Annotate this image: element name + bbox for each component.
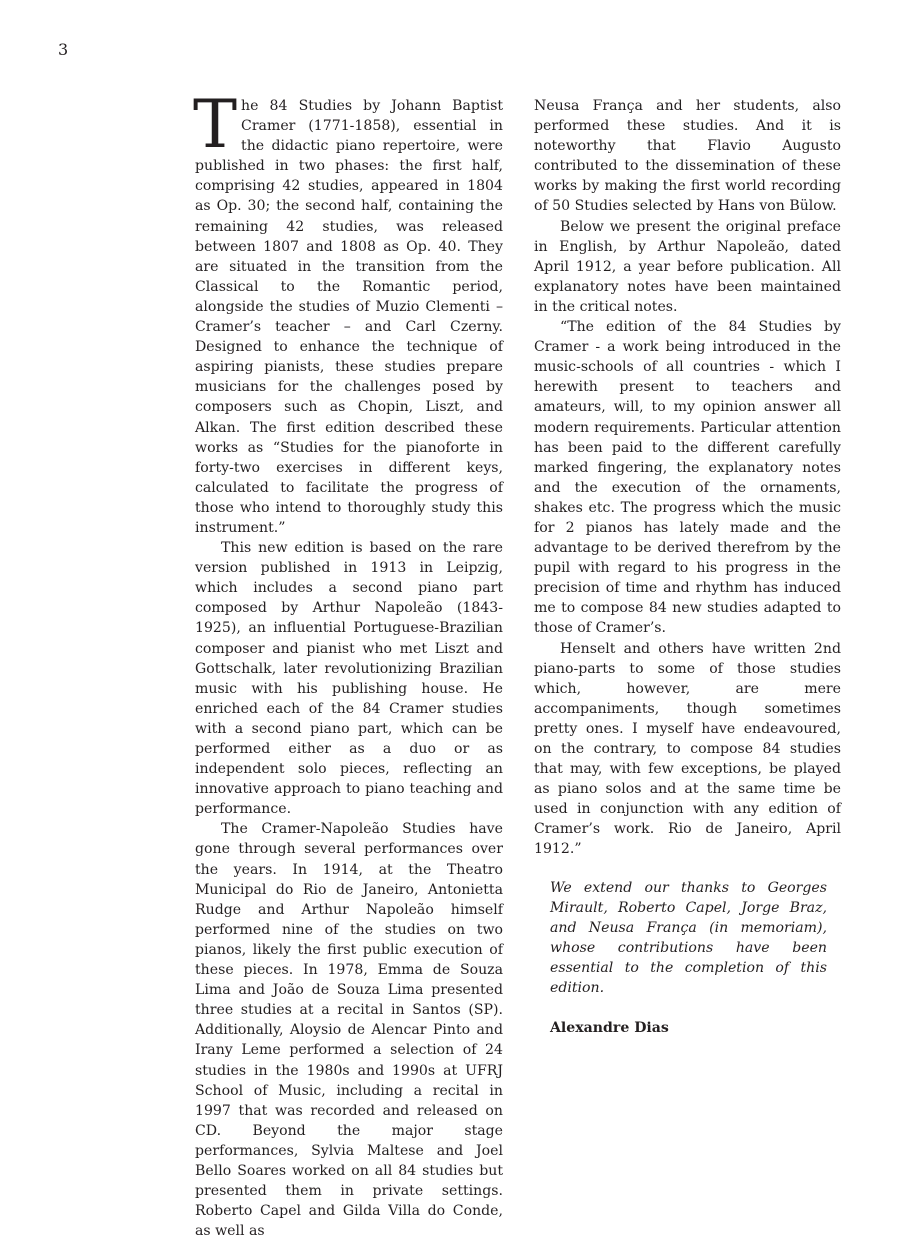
preface-quote-paragraph-2: Henselt and others have written 2nd piano-parts to some of those studies which, however, are mere accompaniments, though sometimes pretty ones. I myself have endeavoured, on the contrary, to compose 84 studies that may, with few exceptions, be played as piano solos and at the same time be used in conjunction with any edition of Cramer’s work. Rio de Janeiro, April 1912.” xyxy=(534,640,841,858)
drop-cap: T xyxy=(193,86,238,163)
performances-paragraph: The Cramer-Napoleão Studies have gone through several performances over the years. In 1914, at the Theatro Municipal do Rio de Janeiro, Antonietta Rudge and Arthur Napoleão himself performed nine of the studies on two pianos, likely the first public execution of these pieces. In 1978, Emma de Souza Lima and João de Souza Lima presented three studies at a recital in Santos (SP). Additionally, Aloysio de Alencar Pinto and Irany Leme performed a selection of 24 studies in the 1980s and 1990s at UFRJ School of Music, including a recital in 1997 that was recorded and released on CD. Beyond the major stage performances, Sylvia Maltese and Joel Bello Soares worked on all 84 studies but presented them in private settings. Roberto Capel and Gilda Villa do Conde, as well as xyxy=(195,821,503,1240)
left-column xyxy=(193,86,503,1241)
intro-paragraph-text: he 84 Studies by Johann Baptist Cramer (1771-1858), essential in the didactic piano repertoire, were published in two phases: the first half, comprising 42 studies, appeared in 1804 as Op. 30; the second half, containing the remaining 42 studies, was released between 1807 and 1808 as Op. 40. They are situated in the transition from the Classical to the Romantic period, alongside the studies of Muzio Clementi – Cramer’s teacher – and Carl Czerny. Designed to enhance the technique of aspiring pianists, these studies prepare musicians for the challenges posed by composers such as Chopin, Liszt, and Alkan. The first edition described these works as “Studies for the pianoforte in forty-two exercises in different keys, calculated to facilitate the progress of those who intend to thoroughly study this instrument.” xyxy=(195,98,503,536)
author-signature: Alexandre Dias xyxy=(550,1020,669,1037)
preface-quote-paragraph: “The edition of the 84 Studies by Cramer - a work being introduced in the music-schools of all countries - which I herewith present to teachers and amateurs, will, to my opinion answer all modern requirements. Particular attention has been paid to the different carefully marked fingering, the explanatory notes and the execution of the ornaments, shakes etc. The progress which the music for 2 pianos has lately made and the advantage to be derived therefrom by the pupil with regard to his progress in the precision of time and rhythm has induced me to compose 84 new studies adapted to those of Cramer’s. xyxy=(534,319,841,637)
acknowledgements: We extend our thanks to Georges Mirault, Roberto Capel, Jorge Braz, and Neusa França (in memoriam), whose contributions have been essential to the completion of this edition. xyxy=(550,879,827,997)
page-number: 3 xyxy=(58,40,69,59)
right-column xyxy=(534,96,841,1038)
preface-intro-paragraph: Below we present the original preface in English, by Arthur Napoleão, dated April 1912, a year before publication. All explanatory notes have been maintained in the critical notes. xyxy=(534,218,841,315)
continuation-paragraph: Neusa França and her students, also performed these studies. And it is noteworthy that Flavio Augusto contributed to the dissemination of these works by making the first world recording of 50 Studies selected by Hans von Bülow. xyxy=(534,98,841,215)
new-edition-paragraph: This new edition is based on the rare version published in 1913 in Leipzig, which includes a second piano part composed by Arthur Napoleão (1843-1925), an influential Portuguese-Brazilian composer and pianist who met Liszt and Gottschalk, later revolutionizing Brazilian music with his publishing house. He enriched each of the 84 Cramer studies with a second piano part, which can be performed either as a duo or as independent solo pieces, reflecting an innovative approach to piano teaching and performance. xyxy=(195,540,503,818)
intro-paragraph xyxy=(193,86,503,538)
